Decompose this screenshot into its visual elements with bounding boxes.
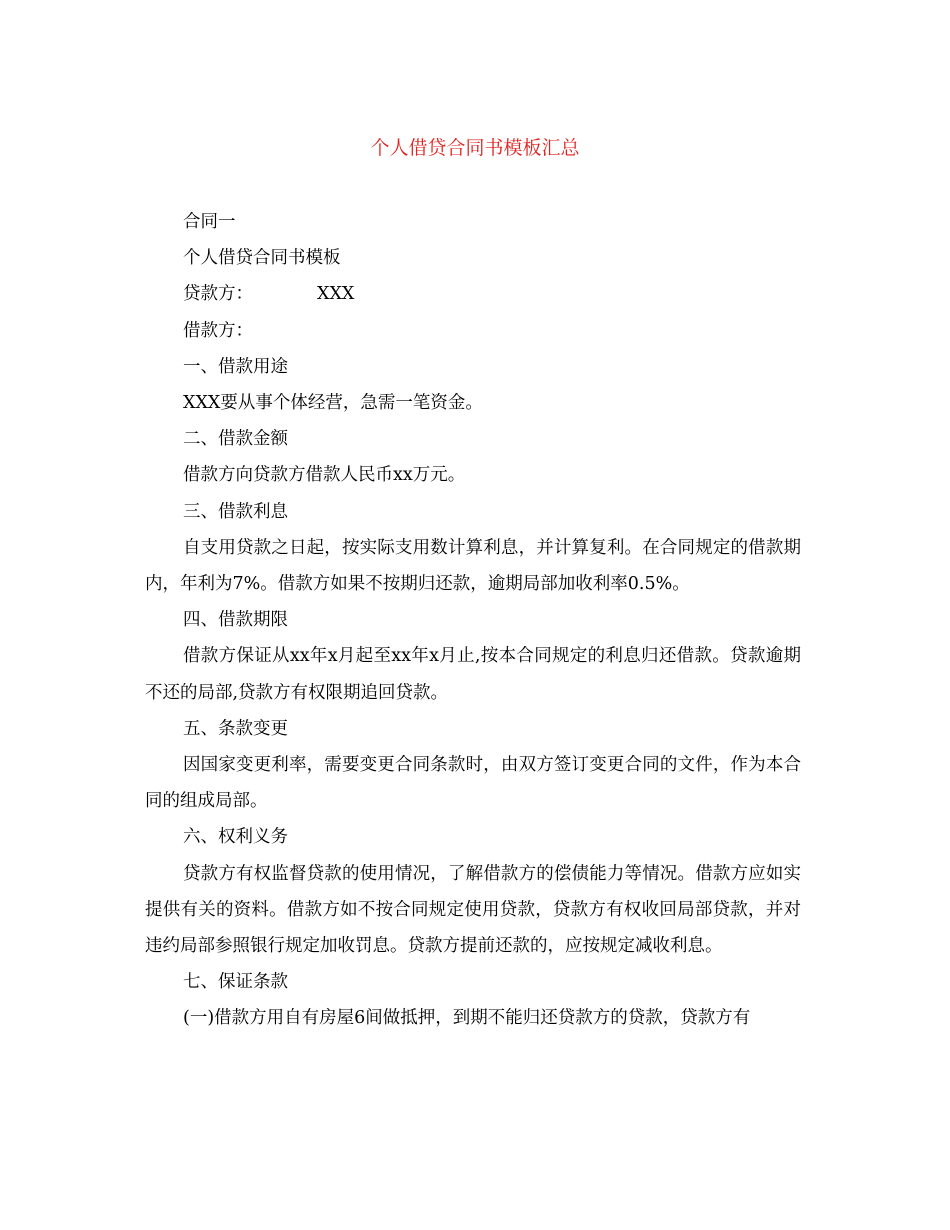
lender-label: 贷款方：: [183, 284, 253, 305]
section-heading: 三、借款利息: [183, 501, 288, 522]
section-body: (一)借款方用自有房屋6间做抵押，到期不能归还贷款方的贷款，贷款方有: [183, 1008, 751, 1029]
section-body: XXX要从事个体经营，急需一笔资金。: [183, 393, 483, 414]
borrower-label: 借款方：: [183, 320, 253, 341]
borrower-line: [145, 313, 801, 349]
document-body: [145, 204, 801, 1037]
section-body: 借款方向贷款方借款人民币xx万元。: [183, 465, 466, 486]
section-body: 贷款方有权监督贷款的使用情况，了解借款方的偿债能力等情况。借款方应如实提供有关的资料。借款方如不按合同规定使用贷款，贷款方有权收回局部贷款，并对违约局部参照银行规定加收罚息。贷款方提前还款的，应按规定减收利息。: [145, 863, 801, 957]
section-heading: 七、保证条款: [183, 972, 288, 993]
contract-label: 合同一: [183, 212, 236, 232]
section-body: 自支用贷款之日起，按实际支用数计算利息，并计算复利。在合同规定的借款期内，年利为7%。借款方如果不按期归还款，逾期局部加收利率0.5%。: [145, 537, 801, 595]
lender-line: [145, 276, 801, 312]
section-heading: 四、借款期限: [183, 610, 288, 631]
contract-title: 个人借贷合同书模板: [183, 248, 341, 269]
section-heading: 六、权利义务: [183, 827, 288, 848]
section-body: 因国家变更利率，需要变更合同条款时，由双方签订变更合同的文件，作为本合同的组成局部。: [145, 755, 801, 812]
section-heading: 五、条款变更: [183, 718, 288, 739]
lender-value: XXX: [317, 284, 355, 305]
section-body: 借款方保证从xx年x月起至xx年x月止,按本合同规定的利息归还借款。贷款逾期不还的局部,贷款方有权限期追回贷款。: [145, 646, 801, 703]
section-heading: 二、借款金额: [183, 429, 288, 450]
document-title: 个人借贷合同书模板汇总: [370, 137, 580, 159]
section-heading: 一、借款用途: [183, 356, 288, 377]
